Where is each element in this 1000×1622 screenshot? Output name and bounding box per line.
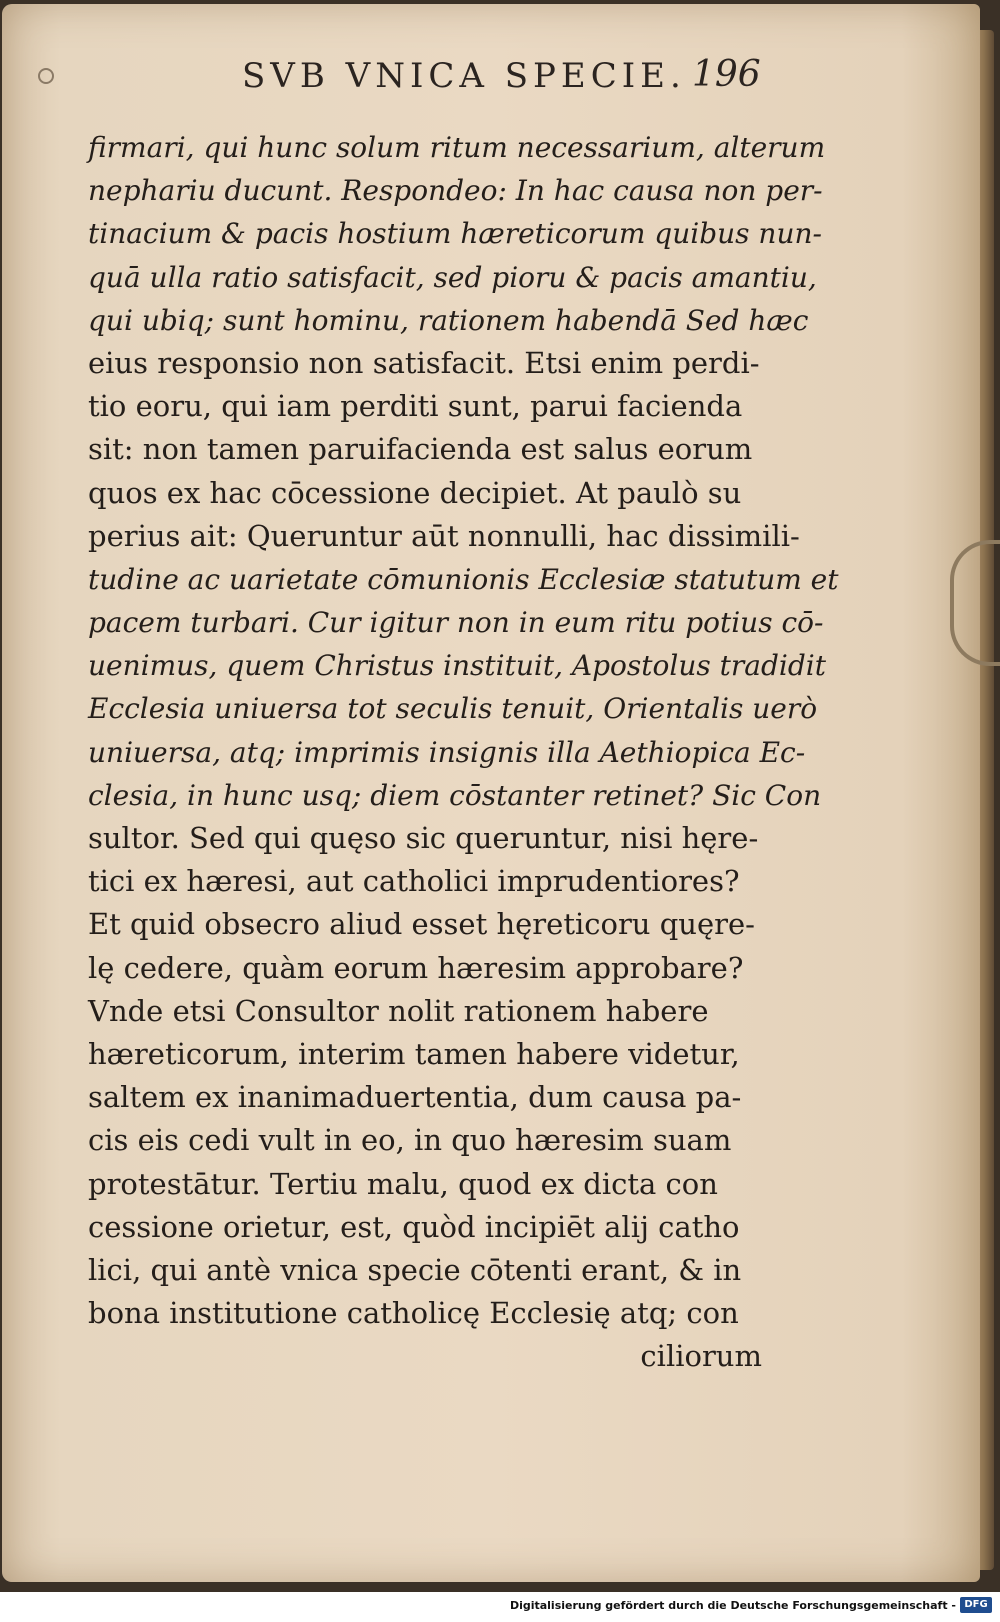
text-line: sultor. Sed qui quęso sic queruntur, nisi hęre-	[88, 821, 759, 855]
text-line: uniuersa, atq; imprimis insignis illa Aethiopica Ec-	[88, 735, 806, 769]
book-clasp	[950, 540, 1000, 666]
text-line: hæreticorum, interim tamen habere videtur,	[88, 1036, 740, 1071]
text-line: quā ulla ratio satisfacit, sed pioru & pacis amantiu,	[88, 260, 817, 294]
text-line: qui ubiq; sunt hominu, rationem habendā Sed hæc	[88, 303, 809, 337]
page-number: 196	[692, 54, 761, 95]
text-line: saltem ex inanimaduertentia, dum causa pa-	[88, 1080, 742, 1115]
text-line: bona institutione catholicę Ecclesię atq; con	[88, 1296, 739, 1331]
text-line: sit: non tamen paruifacienda est salus eorum	[88, 432, 753, 467]
footer-credit: Digitalisierung gefördert durch die Deutsche Forschungsgemeinschaft -	[509, 1599, 956, 1612]
text-line: quos ex hac cōcessione decipiet. At paulò su	[88, 475, 742, 510]
running-head: SVB VNICA SPECIE.	[242, 56, 686, 96]
text-line: tio eoru, qui iam perditi sunt, parui facienda	[88, 389, 743, 424]
text-line: eius responsio non satisfacit. Etsi enim perdi-	[88, 345, 760, 380]
dfg-logo: DFG	[960, 1597, 992, 1613]
text-line: lici, qui antè vnica specie cōtenti erant, & in	[88, 1252, 742, 1287]
book-page	[2, 4, 980, 1582]
text-line: nephariu ducunt. Respondeo: In hac causa non per-	[88, 174, 823, 208]
text-line: cis eis cedi vult in eo, in quo hæresim suam	[88, 1123, 732, 1158]
footer-bar	[0, 1592, 1000, 1622]
text-line: clesia, in hunc usq; diem cōstanter retinet? Sic Con	[88, 778, 822, 812]
text-line: Et quid obsecro aliud esset hęreticoru quęre-	[88, 907, 755, 942]
text-line: Vnde etsi Consultor nolit rationem habere	[88, 993, 709, 1028]
page-hole-mark	[38, 68, 54, 84]
catchword: ciliorum	[640, 1339, 762, 1374]
text-line: Ecclesia uniuersa tot seculis tenuit, Orientalis uerò	[88, 692, 818, 726]
text-line: cessione orietur, est, quòd incipiēt alij catho	[88, 1209, 740, 1244]
text-line: uenimus, quem Christus instituit, Apostolus tradidit	[88, 649, 826, 683]
text-line: protestātur. Tertiu malu, quod ex dicta con	[88, 1166, 718, 1201]
text-line: tinacium & pacis hostium hæreticorum quibus nun-	[88, 217, 822, 251]
text-line: tici ex hæresi, aut catholici imprudentiores?	[88, 864, 740, 899]
text-line: firmari, qui hunc solum ritum necessarium, alterum	[88, 131, 826, 164]
text-line: lę cedere, quàm eorum hæresim approbare?	[88, 950, 744, 985]
text-line: tudine ac uarietate cōmunionis Ecclesiæ statutum et	[88, 562, 839, 596]
text-line: pacem turbari. Cur igitur non in eum ritu potius cō-	[88, 606, 824, 640]
body-text	[88, 126, 839, 1378]
text-line: perius ait: Queruntur aūt nonnulli, hac dissimili-	[88, 518, 800, 553]
